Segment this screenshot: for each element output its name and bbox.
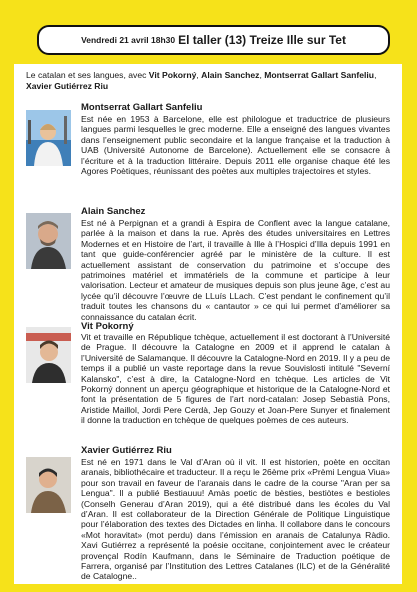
content-panel	[14, 64, 402, 584]
intro-author-4: Xavier Gutiérrez Riu	[26, 81, 109, 91]
portrait-alain-photo	[26, 213, 71, 269]
bio-text-xavier: Est né en 1971 dans le Val d’Aran où il vit. Il est historien, poète en occitan aranais, bibliothécaire et traducteur. Il a reçu le 26ème prix «Prèmi Lengua Viua» pour son travail en faveur de l’aranais dans le cadre de la course "Aran per sa Lengua". Il a publié Bestiauuu! Amàs poetic de bèsties, bestiòtes e bestioles (Conselh Generau d’Aran 2019), qui a été distribué dans les écoles du Val d’Aran. Il est collaborateur de la Direction Générale de Politique Linguistique pour l’élaboration des textes des Dictades en linha. Il collabore dans le concours «Mot horavitat» (mot perdu) dans l’émission en aranais de Catalunya Ràdio. Xavi Gutiérrez a représenté la poésie occitane, conjointement avec le créateur provençal Rodín Kaufmann, dans le Séminaire de Traduction poétique de Farrera, organisé par l’Institution des Lettres Catalanes (ILC) et de la Généralité de Catalogne..	[81, 457, 390, 582]
bio-text-montserrat: Est née en 1953 à Barcelone, elle est philologue et traductrice de plusieurs langues parmi lesquelles le grec moderne. Elle a enseigné des langues vivantes dans l’enseignement public secondaire et la langue française et la traduction à UAB (Université Autonome de Barcelone). Actuellement elle se consacre à l’écriture et à la traduction littéraire. Depuis 2011 elle organise chaque été les Agores Poètiques, réunissant des poètes aux multiples trajectoires et styles.	[81, 114, 390, 177]
event-date: Vendredi 21 avril 18h30	[81, 35, 176, 45]
intro-paragraph: Le catalan et ses langues, avec Vit Pokorný, Alain Sanchez, Montserrat Gallart Sanfeliu, Xavier Gutiérrez Riu	[26, 70, 377, 91]
portrait-vit-photo	[26, 327, 71, 383]
bio-name-montserrat: Montserrat Gallart Sanfeliu	[81, 102, 203, 113]
bio-name-xavier: Xavier Gutiérrez Riu	[81, 445, 172, 456]
bio-name-vit: Vit Pokorný	[81, 321, 134, 332]
intro-author-1: Vit Pokorný	[148, 70, 197, 80]
portrait-xavier-photo	[26, 457, 71, 513]
bio-name-alain: Alain Sanchez	[81, 206, 146, 217]
event-title: El taller (13) Treize Ille sur Tet	[178, 33, 346, 47]
bio-text-vit: Vit et travaille en République tchèque, actuellement il est doctorant à l’Université de Prague. Il découvre la Catalogne en 2009 et il apprend le catalan à l’Université de Salamanque. Il découvre la Catalogne-Nord en 2019. Il y a peu de temps il a publié un vaste reportage dans la revue Souvislosti intitulé "Severní Kalansko", c’est à dire, la Catalogne-Nord en tchèque. Les articles de Vit Pokorný donnent un aperçu géographique et historique de la Catalogne-Nord et font la présentation de 5 figures de l’art nord-catalan: Josep Sebastià Pons, Aristide Maillol, Jordi Pere Cerdà, Jep Gouzy et Joan-Pere Sunyer et finalement il donne la traduction en tchèque de quelques poèmes de ces auteurs.	[81, 332, 390, 426]
intro-author-3: Montserrat Gallart Sanfeliu	[264, 70, 375, 80]
portrait-montserrat-photo	[26, 110, 71, 166]
event-header-banner	[37, 25, 390, 55]
intro-author-2: Alain Sanchez	[201, 70, 260, 80]
bio-text-alain: Est né à Perpignan et a grandi à Espira de Conflent avec la langue catalane, parlée à la maison et dans la rue. Après des études universitaires en Lettres Modernes et en Histoire de l’art, il travaille à Ille à l’Hospici d’Illa depuis 1991 en tant que guide-conférencier agréé par le ministère de la culture. Il est actuellement assistant de conservation du patrimoine et s’occupe des patrimoines matériel et immatériels de la commune et participe à leur valorisation. Lecteur et amateur de musiques depuis son plus jeune âge, c’est au lycée qu’il découvre l’œuvre de LLuís LLach. C’est pendant le confinement qu’il traduit toutes les chansons du « cantautor » ce qui lui permet d’améliorer sa connaissance du catalan écrit.	[81, 218, 390, 322]
